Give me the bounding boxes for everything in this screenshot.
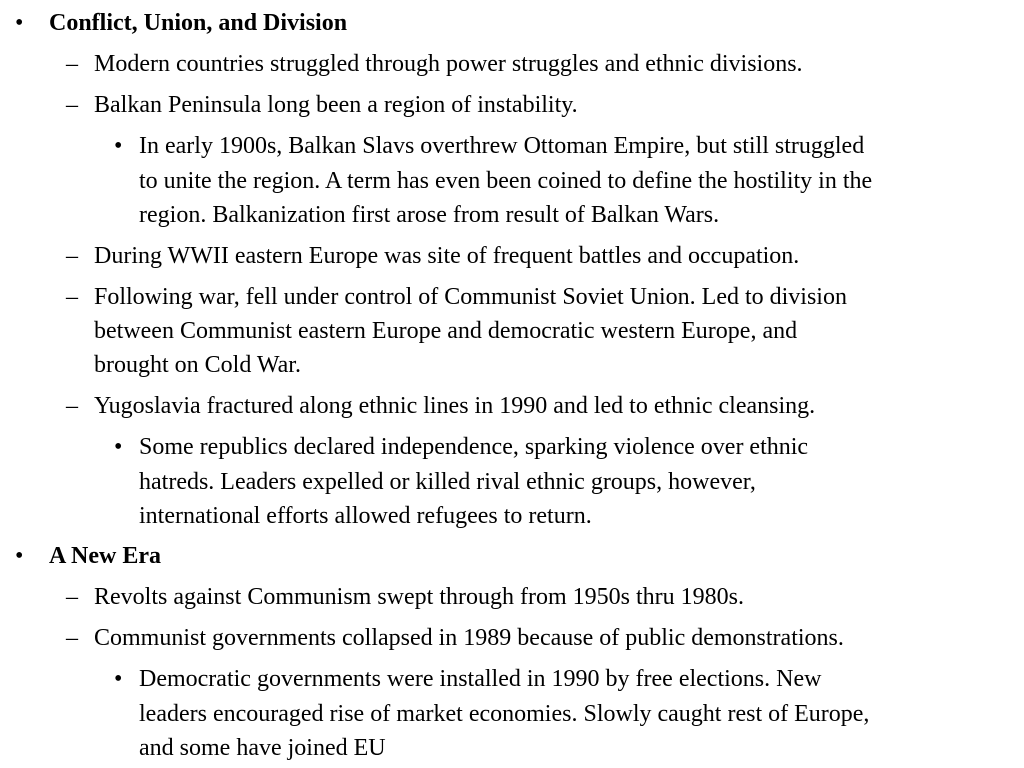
- sub-item-text: region. Balkanization first arose from result of Balkan Wars.: [139, 202, 720, 228]
- list-item-text: Modern countries struggled through power struggles and ethnic divisions.: [94, 51, 803, 77]
- section-bullet: •: [15, 10, 24, 36]
- sub-item-text: Some republics declared independence, sparking violence over ethnic: [139, 434, 809, 460]
- list-item-text: During WWII eastern Europe was site of frequent battles and occupation.: [94, 243, 800, 269]
- sub-item-text: leaders encouraged rise of market economies. Slowly caught rest of Europe,: [139, 701, 870, 727]
- sub-item-text: Democratic governments were installed in 1990 by free elections. New: [139, 666, 822, 692]
- sub-bullet: •: [114, 666, 123, 692]
- list-item-text: Communist governments collapsed in 1989 because of public demonstrations.: [94, 625, 844, 651]
- sub-item-text: to unite the region. A term has even been coined to define the hostility in the: [139, 168, 873, 194]
- dash-bullet: –: [66, 243, 78, 269]
- sub-item-text: and some have joined EU: [139, 735, 386, 761]
- list-item-text: Balkan Peninsula long been a region of instability.: [94, 92, 578, 118]
- section-heading: A New Era: [49, 543, 161, 569]
- section-heading: Conflict, Union, and Division: [49, 10, 348, 36]
- sub-item-text: In early 1900s, Balkan Slavs overthrew Ottoman Empire, but still struggled: [139, 133, 865, 159]
- list-item-text: brought on Cold War.: [94, 352, 301, 378]
- dash-bullet: –: [66, 51, 78, 77]
- list-item-text: Revolts against Communism swept through from 1950s thru 1980s.: [94, 584, 744, 610]
- sub-item-text: hatreds. Leaders expelled or killed rival ethnic groups, however,: [139, 469, 756, 495]
- list-item-text: between Communist eastern Europe and democratic western Europe, and: [94, 318, 798, 344]
- dash-bullet: –: [66, 625, 78, 651]
- dash-bullet: –: [66, 584, 78, 610]
- dash-bullet: –: [66, 92, 78, 118]
- list-item-text: Following war, fell under control of Communist Soviet Union. Led to division: [94, 284, 847, 310]
- list-item-text: Yugoslavia fractured along ethnic lines in 1990 and led to ethnic cleansing.: [94, 393, 816, 419]
- dash-bullet: –: [66, 393, 78, 419]
- sub-item-text: international efforts allowed refugees to return.: [139, 503, 592, 529]
- dash-bullet: –: [66, 284, 78, 310]
- section-bullet: •: [15, 543, 24, 569]
- sub-bullet: •: [114, 133, 123, 159]
- sub-bullet: •: [114, 434, 123, 460]
